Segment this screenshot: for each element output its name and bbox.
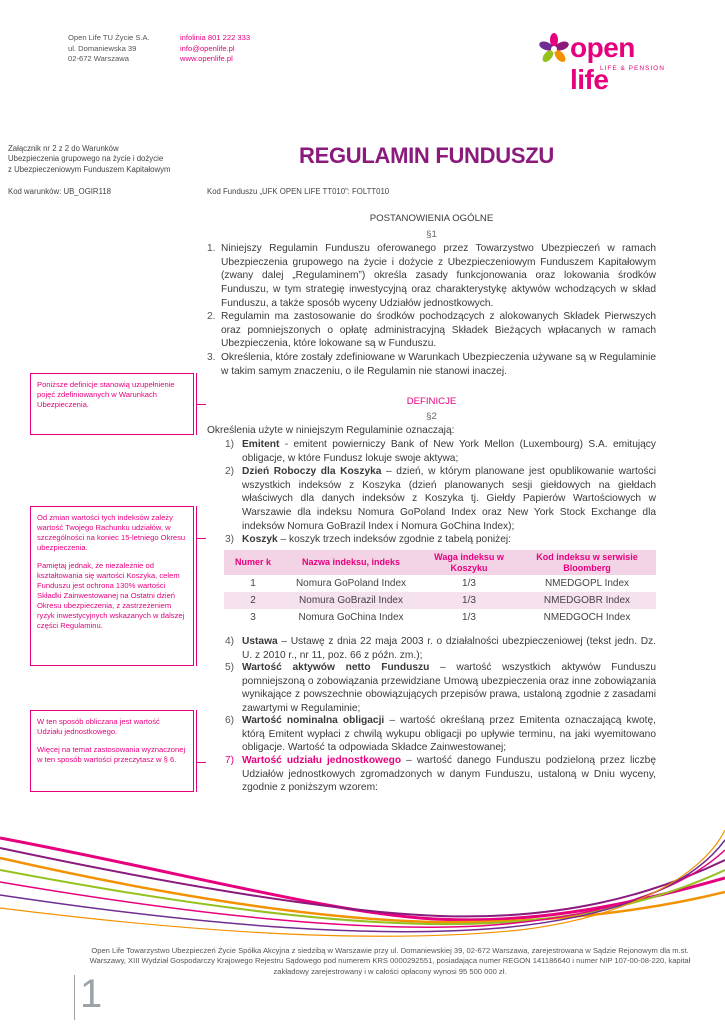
list-number: 2)	[225, 466, 235, 477]
sidebar-note-text: Poniższe definicje stanowią uzupełnienie pojęć zdefiniowanych w Warunkach Ubezpieczenia.	[37, 380, 175, 409]
company-address	[68, 33, 150, 65]
list-number: 6)	[225, 715, 235, 726]
definition-body: – dzień, w którym planowane jest opublikowanie wartości wszystkich indeksów z Koszyka (dzień planowanych sesji giełdowych na giełdach właściwych dla danych indeksów z Koszyka tj. Giełdy Papierów Wartościowych w Warszawie dla indeksu Nomura GoPoland Index oraz New York Stock Exchange dla indeksów Nomura GoBrazil Index i Nomura GoChina Index);	[242, 466, 656, 532]
flower-logo-icon	[538, 32, 570, 66]
definition-body: – koszyk trzech indeksów zgodnie z tabelą poniżej:	[277, 534, 511, 545]
table-row	[224, 575, 656, 592]
table-cell: 1	[250, 578, 256, 589]
definitions-intro: Określenia użyte w niniejszym Regulaminie oznaczają:	[207, 425, 455, 436]
sidebar-note-text: Więcej na temat zastosowania wyznaczonej w ten sposób wartości przeczytasz w § 6.	[37, 745, 186, 764]
conditions-code: Kod warunków: UB_OGIR118	[8, 187, 111, 196]
document-title: REGULAMIN FUNDUSZU	[299, 143, 554, 168]
definition-item	[225, 635, 656, 663]
definition-term: Wartość aktywów netto Funduszu	[242, 662, 430, 673]
attachment-line: z Ubezpieczeniowym Funduszem Kapitałowym	[8, 164, 171, 174]
decorative-swoosh-graphic	[0, 800, 725, 950]
definition-body: – wartość danego Funduszu podzieloną przez liczbę Udziałów jednostkowych zgromadzonych w danym Funduszu, ustaloną w Dniu wyceny, zgodnie z poniższym wzorem:	[242, 755, 656, 794]
footer-line: zakładowy zarejestrowany i w całości opłacony wynosi 95 500 000 zł.	[273, 966, 507, 976]
attachment-line: Załącznik nr 2 z 2 do Warunków	[8, 144, 119, 153]
company-name: Open Life TU Życie S.A.	[68, 33, 150, 42]
definition-term: Emitent	[242, 439, 280, 450]
footer-legal-text	[70, 946, 710, 977]
definition-item	[225, 465, 656, 535]
section-heading-general: POSTANOWIENIA OGÓLNE	[369, 213, 494, 224]
list-number: 3)	[225, 534, 235, 545]
table-cell: 1/3	[420, 592, 518, 609]
hotline-text: infolinia 801 222 333	[180, 33, 251, 42]
sidebar-note-text: W ten sposób obliczana jest wartość Udziału jednostkowego.	[37, 717, 160, 736]
definition-item	[225, 714, 656, 756]
definition-body: - emitent powierniczy Bank of New York Mellon (Luxembourg) S.A. emitujący obligacje, w które Fundusz lokuje swoje aktywa;	[242, 439, 656, 464]
definition-text	[242, 533, 656, 547]
definition-item	[225, 438, 656, 466]
definition-text	[242, 714, 656, 755]
list-item-text: Niniejszy Regulamin Funduszu oferowanego przez Towarzystwo Ubezpieczeń w ramach Ubezpieczenia grupowego na życie i dożycie z Ubezpieczeniowym Funduszem Kapitałowym (zwany dalej „Regulaminem”) określa zasady funkcjonowania oraz lokowania środków Funduszu, w tym strategię inwestycyjną oraz charakterystykę aktywów wchodzących w skład Funduszu, a także sposób wyceny Udziałów jednostkowych.	[221, 243, 656, 309]
sidebar-note-basket	[30, 506, 194, 666]
table-cell: 2	[224, 592, 282, 609]
table-cell: 3	[250, 612, 256, 623]
list-number: 1.	[207, 243, 216, 254]
definition-term: Koszyk	[242, 534, 278, 545]
footer-line: Warszawy, XIII Wydział Gospodarczy Krajowego Rejestru Sądowego pod numerem KRS 0000292551, posiadająca numer REGON 141186640 i numer NIP 107-00-08-220, kapitał	[89, 956, 691, 966]
definition-term: Wartość nominalna obligacji	[242, 715, 385, 726]
sidebar-note-text: Pamiętaj jednak, że niezależnie od kształtowania się wartości Koszyka, celem Funduszu jest ochrona 130% wartości Składki Zainwestowanej na Ostatni dzień Okresu ubezpieczenia, z zastrzeżeniem ryzyk inwestycyjnych wskazanych w dalszej części Regulaminu.	[37, 561, 185, 630]
column-header: Waga indeksu w Koszyku	[420, 550, 518, 575]
definition-text	[242, 661, 656, 716]
page-number: 1	[80, 972, 103, 1016]
table-row	[224, 592, 656, 609]
website-link[interactable]: www.openlife.pl	[180, 54, 233, 64]
sidebar-connector	[196, 404, 206, 405]
definition-term: Dzień Roboczy dla Koszyka	[242, 466, 382, 477]
list-number: 5)	[225, 662, 235, 673]
attachment-note	[8, 144, 171, 175]
paragraph-mark: §1	[426, 229, 437, 240]
definition-item	[225, 533, 656, 548]
table-header-row	[224, 550, 656, 575]
sidebar-connector	[196, 538, 206, 539]
section-heading-definitions: DEFINICJE	[406, 396, 457, 407]
definition-text	[242, 465, 656, 534]
list-number: 7)	[225, 755, 235, 766]
table-cell: NMEDGOPL Index	[544, 578, 630, 589]
definition-text	[242, 438, 656, 465]
company-contact	[180, 33, 250, 65]
company-street: ul. Domaniewska 39	[68, 43, 137, 53]
sidebar-connector	[196, 762, 206, 763]
list-number: 1)	[225, 439, 235, 450]
table-cell: Nomura GoChina Index	[298, 612, 404, 623]
list-item-text: Regulamin ma zastosowanie do środków pochodzących z alokowanych Składek Pierwszych oraz pomniejszonych o opłatę administracyjną Składek Bieżących wpłacanych w ramach Ubezpieczenia, które lokowane są w Funduszu.	[221, 311, 656, 350]
fund-code: Kod Funduszu „UFK OPEN LIFE TT010”: FOLTT010	[207, 187, 390, 196]
sidebar-note-text: Od zmian wartości tych indeksów zależy wartość Twojego Rachunku udziałów, w szczególności na koniec 15-letniego Okresu ubezpieczenia.	[37, 513, 186, 552]
company-city: 02-672 Warszawa	[68, 54, 129, 64]
list-number: 2.	[207, 311, 216, 322]
list-item	[207, 310, 656, 352]
list-item-text: Określenia, które zostały zdefiniowane w Warunkach Ubezpieczenia używane są w Regulaminie w takim samym znaczeniu, o ile Regulamin nie stanowi inaczej.	[221, 352, 656, 377]
list-number: 3.	[207, 352, 216, 363]
definition-body: – wartość określaną przez Emitenta oznaczającą kwotę, którą Emitent wypłaci z chwilą wykupu obligacji po upływie terminu, na jaki wyemitowano obligacje. Wartość ta odpowiada Składce Zainwestowanej;	[242, 715, 656, 754]
table-cell: 1/3	[462, 578, 476, 589]
logo-tagline: LIFE & PENSION	[600, 65, 665, 72]
email-link[interactable]: info@openlife.pl	[180, 43, 235, 53]
footer-line: Open Life Towarzystwo Ubezpieczeń Życie Spółka Akcyjna z siedzibą w Warszawie przy ul. Domaniewskiej 39, 02-672 Warszawa, zarejestrowana w Sądzie Rejonowym dla m.st.	[91, 946, 689, 955]
list-item	[207, 242, 656, 312]
sidebar-note-definitions	[30, 373, 194, 435]
table-cell: NMEDGOBR Index	[518, 592, 656, 609]
definition-item	[225, 661, 656, 717]
definition-term: Ustawa	[242, 636, 278, 647]
list-item	[207, 351, 656, 379]
definition-item	[225, 754, 656, 796]
paragraph-mark: §2	[426, 411, 437, 422]
definition-text	[242, 754, 656, 795]
sidebar-note-unit-value	[30, 710, 194, 792]
table-cell: Nomura GoPoland Index	[295, 578, 407, 589]
table-cell: Nomura GoBrazil Index	[282, 592, 420, 609]
list-number: 4)	[225, 636, 235, 647]
column-header: Kod indeksu w serwisie Bloomberg	[518, 550, 656, 575]
definition-body: – wartość wszystkich aktywów Funduszu pomniejszoną o zobowiązania przewidziane Umową ubezpieczenia oraz inne zobowiązania wynikające z powszechnie obowiązujących przepisów prawa, ustaloną zgodnie z zasadami zawartymi w Regulaminie;	[242, 662, 656, 715]
column-header: Nazwa indeksu, indeks	[282, 550, 420, 575]
definition-text	[242, 635, 656, 662]
sidebar-bracket	[196, 506, 197, 666]
index-basket-table	[224, 550, 656, 626]
open-life-logo	[538, 30, 678, 95]
definition-term: Wartość udziału jednostkowego	[242, 755, 402, 766]
definition-body: – Ustawę z dnia 22 maja 2003 r. o działalności ubezpieczeniowej (tekst jedn. Dz. U. z 2010 r., nr 11, poz. 66 z późn. zm.);	[242, 636, 656, 661]
table-row	[224, 609, 656, 626]
attachment-line: Ubezpieczenia grupowego na życie i dożycie	[8, 154, 164, 164]
logo-wordmark: open life	[570, 32, 635, 95]
page-number-divider	[74, 975, 75, 1020]
sidebar-bracket	[196, 710, 197, 792]
column-header: Numer k	[224, 550, 282, 575]
table-cell: 1/3	[462, 612, 476, 623]
table-cell: NMEDGOCH Index	[543, 612, 631, 623]
